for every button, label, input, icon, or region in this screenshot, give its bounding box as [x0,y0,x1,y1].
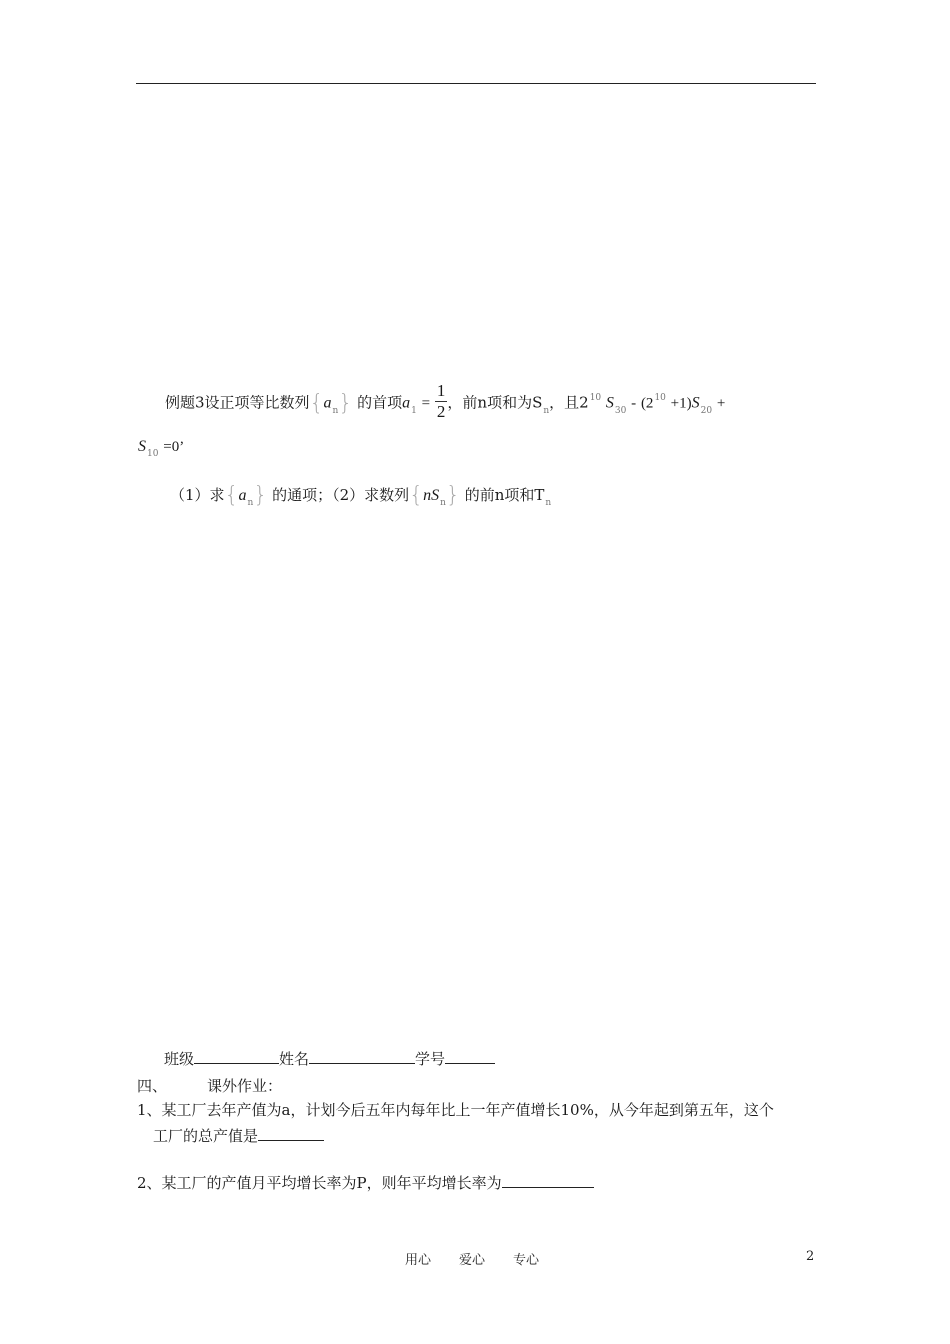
problem-1-text: 1、某工厂去年产值为a，计划今后五年内每年比上一年产值增长10%，从今年起到第五年，这个 [137,1101,774,1119]
student-info-line [164,1048,495,1069]
equals-sign: = [421,395,431,412]
footer-motto [405,1249,539,1268]
tail-mark: ’ [179,439,185,455]
sub-20: 20 [700,405,713,416]
right-brace-icon: } [445,483,460,508]
tn-sub: n [545,498,552,508]
q2-tail: 的前n项和T [464,486,545,504]
problem-1-answer-blank[interactable] [258,1126,324,1141]
nsn-sub: n [440,498,446,508]
exp-10: 10 [589,392,602,403]
problem-2-line [137,1172,594,1193]
problem-2-text: 2、某工厂的产值月平均增长率为P，则年平均增长率为 [137,1174,502,1192]
example-lead: 例题3设正项等比数列 [165,393,310,412]
first-term-text: 的首项 [357,393,403,412]
minus-sign: - [631,395,637,412]
right-brace-icon: } [338,390,353,416]
mid-text: ，前n项和为S [447,393,543,412]
exp-10b: 10 [654,392,666,403]
section-heading [137,1075,282,1096]
class-label: 班级 [164,1050,195,1068]
nsn-s: S [431,487,440,504]
example-3-questions [170,481,551,506]
footer-motto-3: 专心 [513,1253,540,1268]
problem-1-line-2 [153,1125,324,1146]
header-rule [136,83,816,84]
id-label: 学号 [415,1050,446,1068]
left-brace-icon: { [409,483,424,508]
problem-1-text-2: 工厂的总产值是 [153,1127,259,1145]
problem-2-answer-blank[interactable] [502,1173,594,1188]
right-brace-icon: } [253,483,268,508]
an-var: a [323,394,332,412]
eq-zero: =0 [163,439,180,455]
q1-label: （1）求 [170,486,225,504]
paren-open: (2 [640,395,654,412]
class-blank[interactable] [194,1049,279,1064]
s20-var: S [691,394,700,412]
left-brace-icon: { [309,390,324,416]
a1-var: a [402,394,411,412]
example-3-line-2 [138,437,185,459]
sub-10: 10 [147,449,159,459]
nsn-n: n [423,487,432,504]
an-var-q1: a [238,487,247,504]
plus-one: +1) [670,395,692,412]
q1-tail: 的通项；（2）求数列 [272,486,410,504]
section-title: 课外作业： [207,1077,283,1095]
fraction-numerator: 1 [436,381,446,400]
s10-var: S [138,438,146,455]
section-number: 四、 [137,1077,168,1095]
plus-sign: + [716,395,726,412]
name-label: 姓名 [279,1050,310,1068]
footer-motto-1: 用心 [405,1253,432,1268]
an-sub-q1: n [247,498,254,508]
problem-1-line-1 [137,1099,774,1120]
a1-sub: 1 [411,405,417,416]
s30-var: S [605,394,614,412]
fraction-denominator: 2 [436,402,446,421]
name-blank[interactable] [309,1049,415,1064]
sub-30: 30 [614,405,627,416]
footer-motto-2: 爱心 [459,1253,486,1268]
an-sub: n [332,405,339,416]
cond-text: ，且2 [549,393,589,412]
sn-sub: n [543,405,550,416]
fraction-one-half [435,381,448,422]
left-brace-icon: { [224,483,239,508]
example-3-line-1 [165,383,725,424]
id-blank[interactable] [445,1049,495,1064]
page-number: 2 [806,1249,815,1264]
